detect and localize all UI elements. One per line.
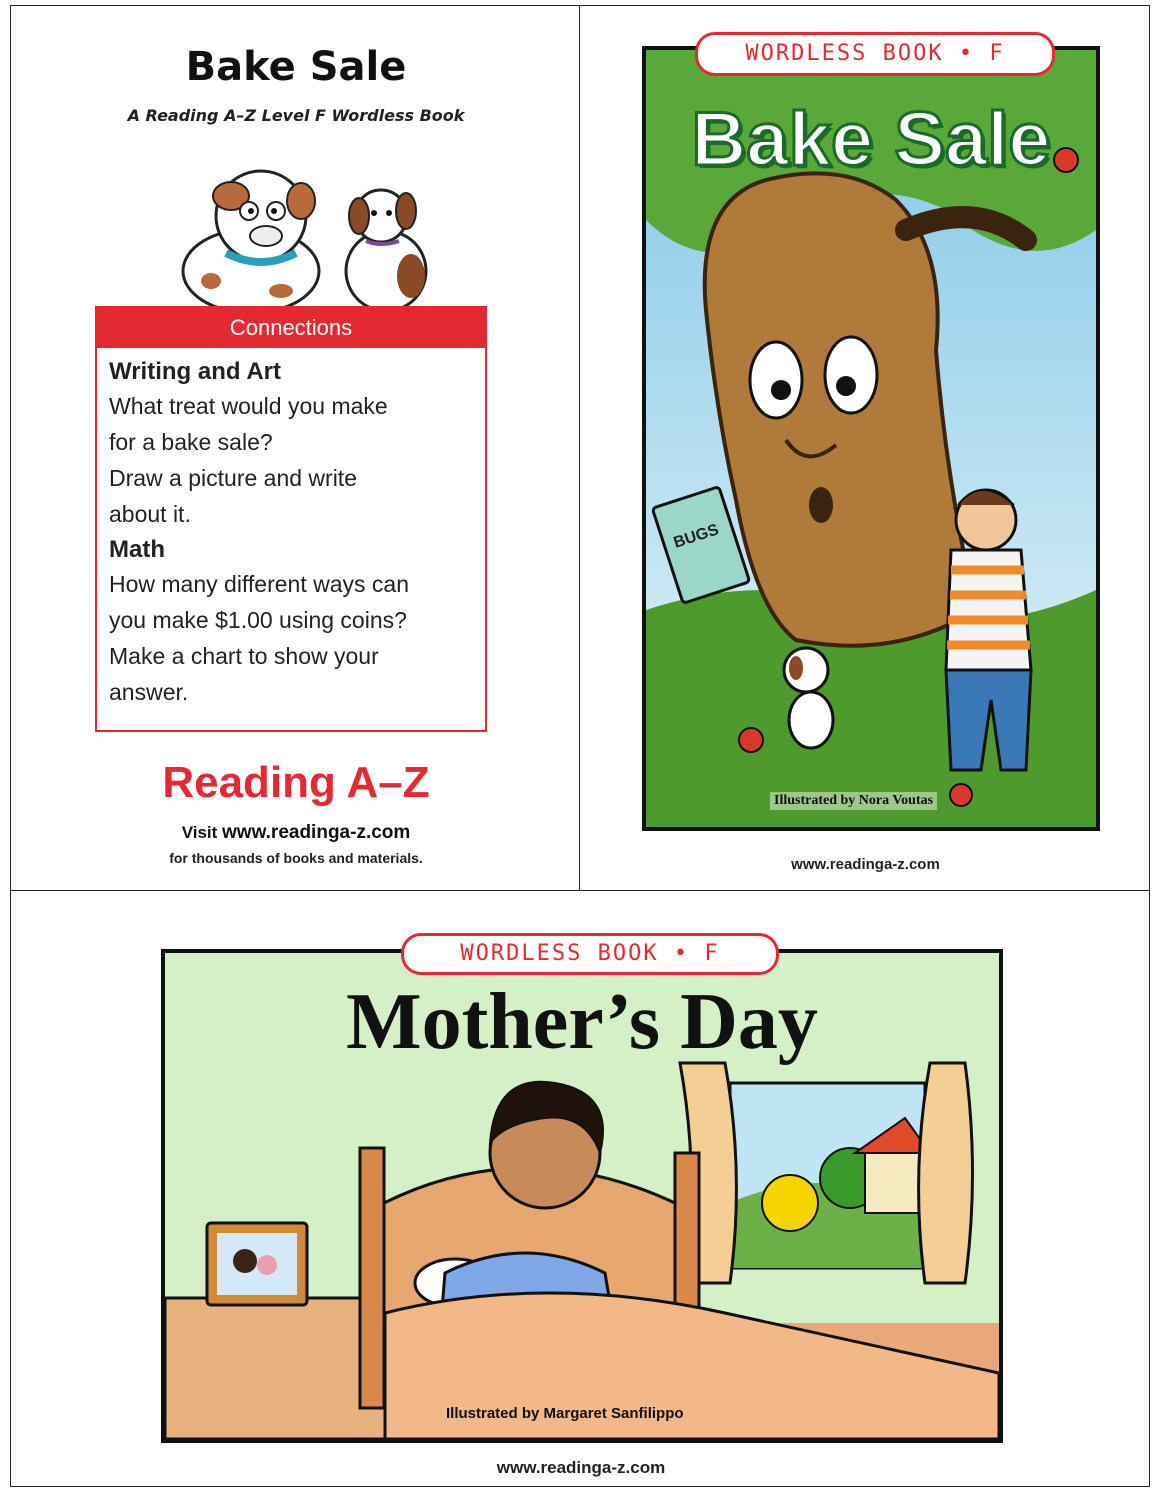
mothers-day-badge: WORDLESS BOOK • F	[401, 933, 779, 975]
visit-line	[11, 822, 581, 844]
writing-line: about it.	[109, 501, 191, 527]
writing-line: What treat would you make	[109, 393, 388, 419]
math-line: How many different ways can	[109, 571, 409, 597]
section-heading-writing: Writing and Art	[109, 358, 281, 385]
visit-suffix: for thousands of books and materials.	[169, 850, 423, 866]
writing-line: for a bake sale?	[109, 429, 273, 455]
visit-prefix: Visit	[181, 823, 218, 842]
mothers-day-illustrator: Illustrated by Margaret Sanfilippo	[446, 1405, 684, 1422]
mothers-day-panel	[10, 890, 1150, 1487]
math-line: you make $1.00 using coins?	[109, 607, 407, 633]
back-cover-subtitle: A Reading A–Z Level F Wordless Book	[127, 106, 465, 125]
section-heading-math: Math	[109, 536, 165, 563]
dogs-illustration	[171, 161, 441, 316]
bugs-book-label: BUGS	[671, 521, 721, 552]
connections-box	[95, 306, 487, 732]
math-line: Make a chart to show your	[109, 643, 379, 669]
mothers-day-title: Mother’s Day	[346, 978, 818, 1066]
back-cover-panel	[10, 5, 580, 891]
mothers-day-url[interactable]: www.readinga-z.com	[496, 1458, 666, 1477]
back-cover-title: Bake Sale	[185, 44, 407, 90]
visit-url[interactable]: www.readinga-z.com	[222, 822, 411, 843]
connections-header: Connections	[97, 308, 485, 348]
math-line: answer.	[109, 679, 189, 705]
front-cover-illustrator: Illustrated by Nora Voutas	[770, 792, 937, 810]
front-cover-url[interactable]: www.readinga-z.com	[791, 856, 940, 873]
reading-az-logo: Reading A–Z	[162, 758, 430, 807]
front-cover-title: Bake Sale	[691, 97, 1051, 182]
front-cover-panel	[579, 5, 1150, 891]
writing-line: Draw a picture and write	[109, 465, 357, 491]
front-cover-badge: WORDLESS BOOK • F	[695, 32, 1055, 76]
